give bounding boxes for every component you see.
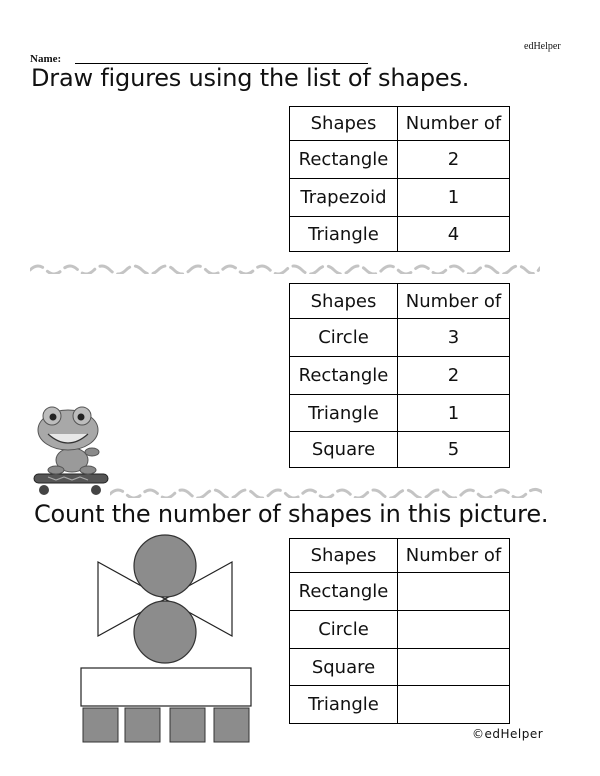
rectangle-shape [81,668,251,706]
header-number-of: Number of [398,107,510,141]
shape-cell: Rectangle [290,573,398,611]
shape-cell: Rectangle [290,141,398,179]
shape-picture [78,532,254,744]
brand-label: edHelper [524,41,561,52]
table-row [290,217,510,252]
count-cell: 1 [398,395,510,432]
name-label: Name: [30,53,62,65]
table-header-row [290,539,510,573]
shapes-table-1 [289,106,510,252]
header-shapes: Shapes [290,107,398,141]
table-row [290,319,510,357]
table-row [290,432,510,468]
frog-skateboard-illustration [26,404,114,504]
table-row [290,141,510,179]
square-shape [83,708,118,742]
count-cell: 3 [398,319,510,357]
square-shape [125,708,160,742]
shape-cell: Square [290,432,398,468]
shape-cell: Circle [290,611,398,649]
square-shape [214,708,249,742]
header-number-of: Number of [398,539,510,573]
table-row [290,649,510,686]
header-shapes: Shapes [290,284,398,319]
answer-cell[interactable] [398,686,510,724]
table-row [290,179,510,217]
shape-cell: Trapezoid [290,179,398,217]
shapes-table-2 [289,283,510,468]
shapes-table-3 [289,538,510,724]
square-shape [170,708,205,742]
table-header-row [290,284,510,319]
shape-cell: Triangle [290,686,398,724]
count-instruction: Count the number of shapes in this picture. [34,500,549,528]
table-header-row [290,107,510,141]
table-row [290,395,510,432]
shape-cell: Triangle [290,217,398,252]
answer-cell[interactable] [398,611,510,649]
table-row [290,357,510,395]
table-row [290,611,510,649]
table-row [290,686,510,724]
wavy-divider-1 [30,262,540,274]
count-cell: 5 [398,432,510,468]
answer-cell[interactable] [398,649,510,686]
shape-cell: Rectangle [290,357,398,395]
wavy-divider-2 [110,486,542,498]
answer-cell[interactable] [398,573,510,611]
copyright-label: ©edHelper [472,727,544,741]
shape-cell: Circle [290,319,398,357]
circle-top-shape [134,535,196,597]
shape-cell: Square [290,649,398,686]
count-cell: 2 [398,357,510,395]
header-number-of: Number of [398,284,510,319]
count-cell: 1 [398,179,510,217]
table-row [290,573,510,611]
header-shapes: Shapes [290,539,398,573]
count-cell: 2 [398,141,510,179]
circle-bottom-shape [134,601,196,663]
count-cell: 4 [398,217,510,252]
shape-cell: Triangle [290,395,398,432]
draw-instruction: Draw figures using the list of shapes. [31,64,470,92]
